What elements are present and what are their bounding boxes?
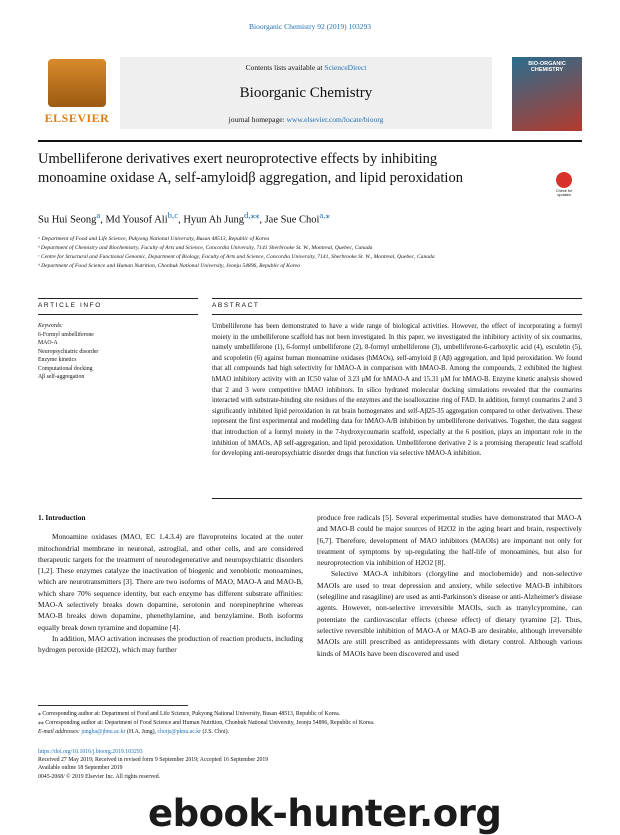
- author-name: Su Hui Seong: [38, 214, 97, 226]
- abstract-text: Umbelliferone has been demonstrated to have a wide range of biological activities. However, the effect of incorporating a formyl moiety in the umbelliferone scaffold has not been investigated. In this paper, we investigated the inhibitory activity of six coumarins, namely umbelliferone (1), 6-formyl umbelliferone (2), 8-formyl umbelliferone (3), umbelliferone-6-carboxylic acid (4), esculetin (5), and scopoletin (6) against human monoamine oxidases (hMAOs), self-amyloid β (Aβ) aggregation, and lipid peroxidation. We found that all compounds had high selectivity for hMAO-A in comparison with hMAO-B. Among the compounds, 2 exhibited the highest hMAO inhibitory activity with an IC50 value of 3.23 μM for hMAO-A and 15.31 μM for hMAO-B. Enzyme kinetic analysis showed that 2 and 3 were competitive hMAO inhibitors. In silico hydrated molecular docking simulations revealed that the coumarins interacted with substrate-binding site residues of the enzymes and the isoalloxazine ring of FAD. In addition, formyl coumarins 2 and 3 significantly inhibited lipid peroxidation in rat brain homogenates and self-Aβ25-35 aggregation compared to other derivatives. These represent the first experimental and modelling data for hMAO-A/B inhibition by umbelliferone derivatives. Together, the data suggest that introduction of a formyl moiety in the 7-hydroxycoumarin scaffold, especially at the 6 position, plays an important role in the inhibition of hMAOs, Aβ self-aggregation, and lipid peroxidation. Umbelliferone derivative 2 is a promising therapeutic lead scaffold for developing anti-neuropsychiatric disorder drugs that function via selective hMAO-A inhibition.: [212, 323, 582, 458]
- article-title: Umbelliferone derivatives exert neuroprotective effects by inhibiting monoamine oxidase A, self-amyloidβ aggregation, and lipid peroxidation: [38, 151, 463, 186]
- keyword: Neuropsychiatric disorder: [38, 348, 99, 355]
- received-dates: Received 27 May 2019; Received in revised form 9 September 2019; Accepted 16 September 2019: [38, 757, 269, 764]
- copyright-notice: 0045-2068/ © 2019 Elsevier Inc. All rights reserved.: [38, 773, 161, 780]
- article-info-heading: ARTICLE INFO: [38, 302, 102, 309]
- corresponding-author-note: ⁎⁎ Corresponding author at: Department of Food Science and Human Nutrition, Chonbuk National University, Jeonju 54896, Republic of Korea.: [38, 719, 375, 726]
- abstract-heading: ABSTRACT: [212, 302, 260, 309]
- article-info-rule: [38, 314, 198, 315]
- paragraph: Monoamine oxidases (MAO, EC 1.4.3.4) are flavoproteins located at the outer mitochondrial membrane in neuronal, astroglial, and other cells, and are considered therapeutic targets for the treatment of neurodegenerative and neuropsychiatric disorders [1,2]. These enzymes catalyze the inactivation of biogenic and xenobiotic monoamines, which are neurotransmitters [3]. There are two isoforms of MAO, MAO-A and MAO-B, which share 70% sequence identity, but each enzyme has different substrate affinities: MAO-A selectively breaks down dopamine, serotonin and norepinephrine whereas MAO-B breaks down dopamine, phenethylamine, and benzylamine. Both isoforms equally break down tyramine and dopamine [4].: [38, 532, 303, 632]
- section-heading: 1. Introduction: [38, 513, 86, 522]
- journal-homepage: [120, 115, 492, 124]
- keyword: Aβ self-aggregation: [38, 374, 85, 380]
- homepage-prefix: journal homepage:: [228, 115, 287, 124]
- author-affiliation-marker[interactable]: a: [96, 210, 101, 220]
- paragraph: In addition, MAO activation increases the production of reaction products, including hydrogen peroxide (H2O2), which may further: [38, 633, 303, 655]
- keyword: Computational docking: [38, 365, 93, 372]
- affiliation: ᵃ Department of Food and Life Science, Pukyong National University, Busan 48513, Republic of Korea: [38, 236, 270, 242]
- abstract-rule: [212, 298, 582, 299]
- cover-title: BIO-ORGANIC CHEMISTRY: [528, 61, 566, 73]
- affiliation-list: [38, 235, 582, 271]
- affiliation: ᵈ Department of Food Science and Human Nutrition, Chonbuk National University, Jeonju 54896, Republic of Korea: [38, 263, 300, 269]
- elsevier-logo: [38, 57, 116, 129]
- corresponding-author-note: ⁎ Corresponding author at: Department of Food and Life Science, Pukyong National University, Busan 48513, Republic of Korea.: [38, 711, 341, 717]
- elsevier-tree-icon: [48, 59, 106, 107]
- keywords-block: [38, 322, 198, 382]
- paragraph: produce free radicals [5]. Several experimental studies have demonstrated that MAO-A and MAO-B could be major sources of H2O2 in the aging heart and brain, respectively [6,7]. Therefore, development of MAO inhibitors (MAOIs) are important not only for treatment of symptoms by up-regulating the half-life of monoamines, but also for neuroprotection via inhibition of H2O2 [8].: [317, 513, 582, 568]
- author-affiliation-marker[interactable]: d,⁎⁎: [244, 210, 260, 220]
- author-affiliation-marker[interactable]: b,c: [167, 210, 179, 220]
- journal-reference[interactable]: Bioorganic Chemistry 92 (2019) 103293: [249, 22, 371, 31]
- author-affiliation-marker[interactable]: a,⁎: [319, 210, 330, 220]
- email-owner: (H.A. Jung),: [125, 728, 158, 735]
- affiliation: ᶜ Centre for Structural and Functional Genomic, Department of Biology, Faculty of Arts and Science, Concordia University, 7141, Sherbrooke St. W., Montreal, Quebec, Canada: [38, 254, 435, 260]
- email-link[interactable]: choijs@pknu.ac.kr: [157, 728, 202, 735]
- introduction-column-right: [317, 512, 582, 659]
- author-name: Md Yousof Ali: [105, 214, 168, 226]
- paragraph: Selective MAO-A inhibitors (clorgyline and moclobemide) and non-selective MAOIs are used to treat depression and anxiety, while selective MAO-B inhibitors (selegiline and rasagiline) are used as anti-Parkinson's disease or anti-Alzheimer's disease agents. However, non-selective irreversible MAOIs, such as tranylcypromine, can potentiate the cardiovascular effects (cheese effect) of dietary tyramine [2]. Thus, selective reversible inhibition of MAO-A or MAO-B are desirable, although irreversible MAOIs are still prescribed as antidepressants with dietary control. Although various kinds of MAOIs have been discovered and used: [317, 569, 582, 658]
- watermark: ebook-hunter.org: [148, 792, 502, 835]
- header-divider: [38, 140, 582, 142]
- elsevier-wordmark: ELSEVIER: [44, 111, 110, 125]
- sciencedirect-link[interactable]: ScienceDirect: [324, 63, 367, 72]
- email-label: E-mail addresses:: [38, 728, 82, 735]
- homepage-link[interactable]: www.elsevier.com/locate/bioorg: [286, 115, 384, 124]
- article-info-rule: [38, 298, 198, 299]
- affiliation: ᵇ Department of Chemistry and Biochemistry, Faculty of Arts and Science, Concordia University, 7141 Sherbrooke St. W., Montreal, Quebec, Canada: [38, 245, 373, 251]
- keywords-label: Keywords:: [38, 323, 63, 329]
- author-name: Jae Sue Choi: [264, 214, 320, 226]
- check-for-updates-badge[interactable]: [552, 172, 576, 202]
- introduction-column-left: [38, 512, 303, 656]
- abstract-end-rule: [212, 498, 582, 499]
- journal-name: Bioorganic Chemistry: [239, 85, 373, 101]
- journal-masthead: [38, 57, 582, 133]
- abstract-rule: [212, 314, 582, 315]
- keyword: 6-Formyl umbelliferone: [38, 331, 94, 338]
- journal-header-box: [120, 57, 492, 129]
- keyword: Enzyme kinetics: [38, 357, 77, 363]
- email-owner: (J.S. Choi).: [201, 728, 229, 735]
- available-online-date: Available online 18 September 2019: [38, 765, 123, 772]
- doi-link[interactable]: https://doi.org/10.1016/j.bioorg.2019.103293: [38, 749, 143, 755]
- keyword: MAO-A: [38, 340, 58, 346]
- email-line: [38, 728, 582, 737]
- email-link[interactable]: jungha@jbnu.ac.kr: [81, 728, 126, 735]
- journal-cover-image: [512, 57, 582, 131]
- crossmark-label: Check for updates: [555, 189, 573, 197]
- footnote-divider: [38, 705, 188, 706]
- publication-info: [38, 748, 582, 781]
- author-name: Hyun Ah Jung: [183, 214, 245, 226]
- contents-line: [120, 63, 492, 72]
- author-list: Su Hui Seong$^a$, Md Yousof Ali$^{b,c}$, Hyun Ah Jung$^{d,⁎⁎}$, Jae Sue Choi$^{a,⁎}$: [38, 210, 330, 226]
- crossmark-icon: [556, 172, 572, 188]
- contents-prefix: Contents lists available at: [245, 63, 325, 72]
- footnotes: [38, 710, 582, 736]
